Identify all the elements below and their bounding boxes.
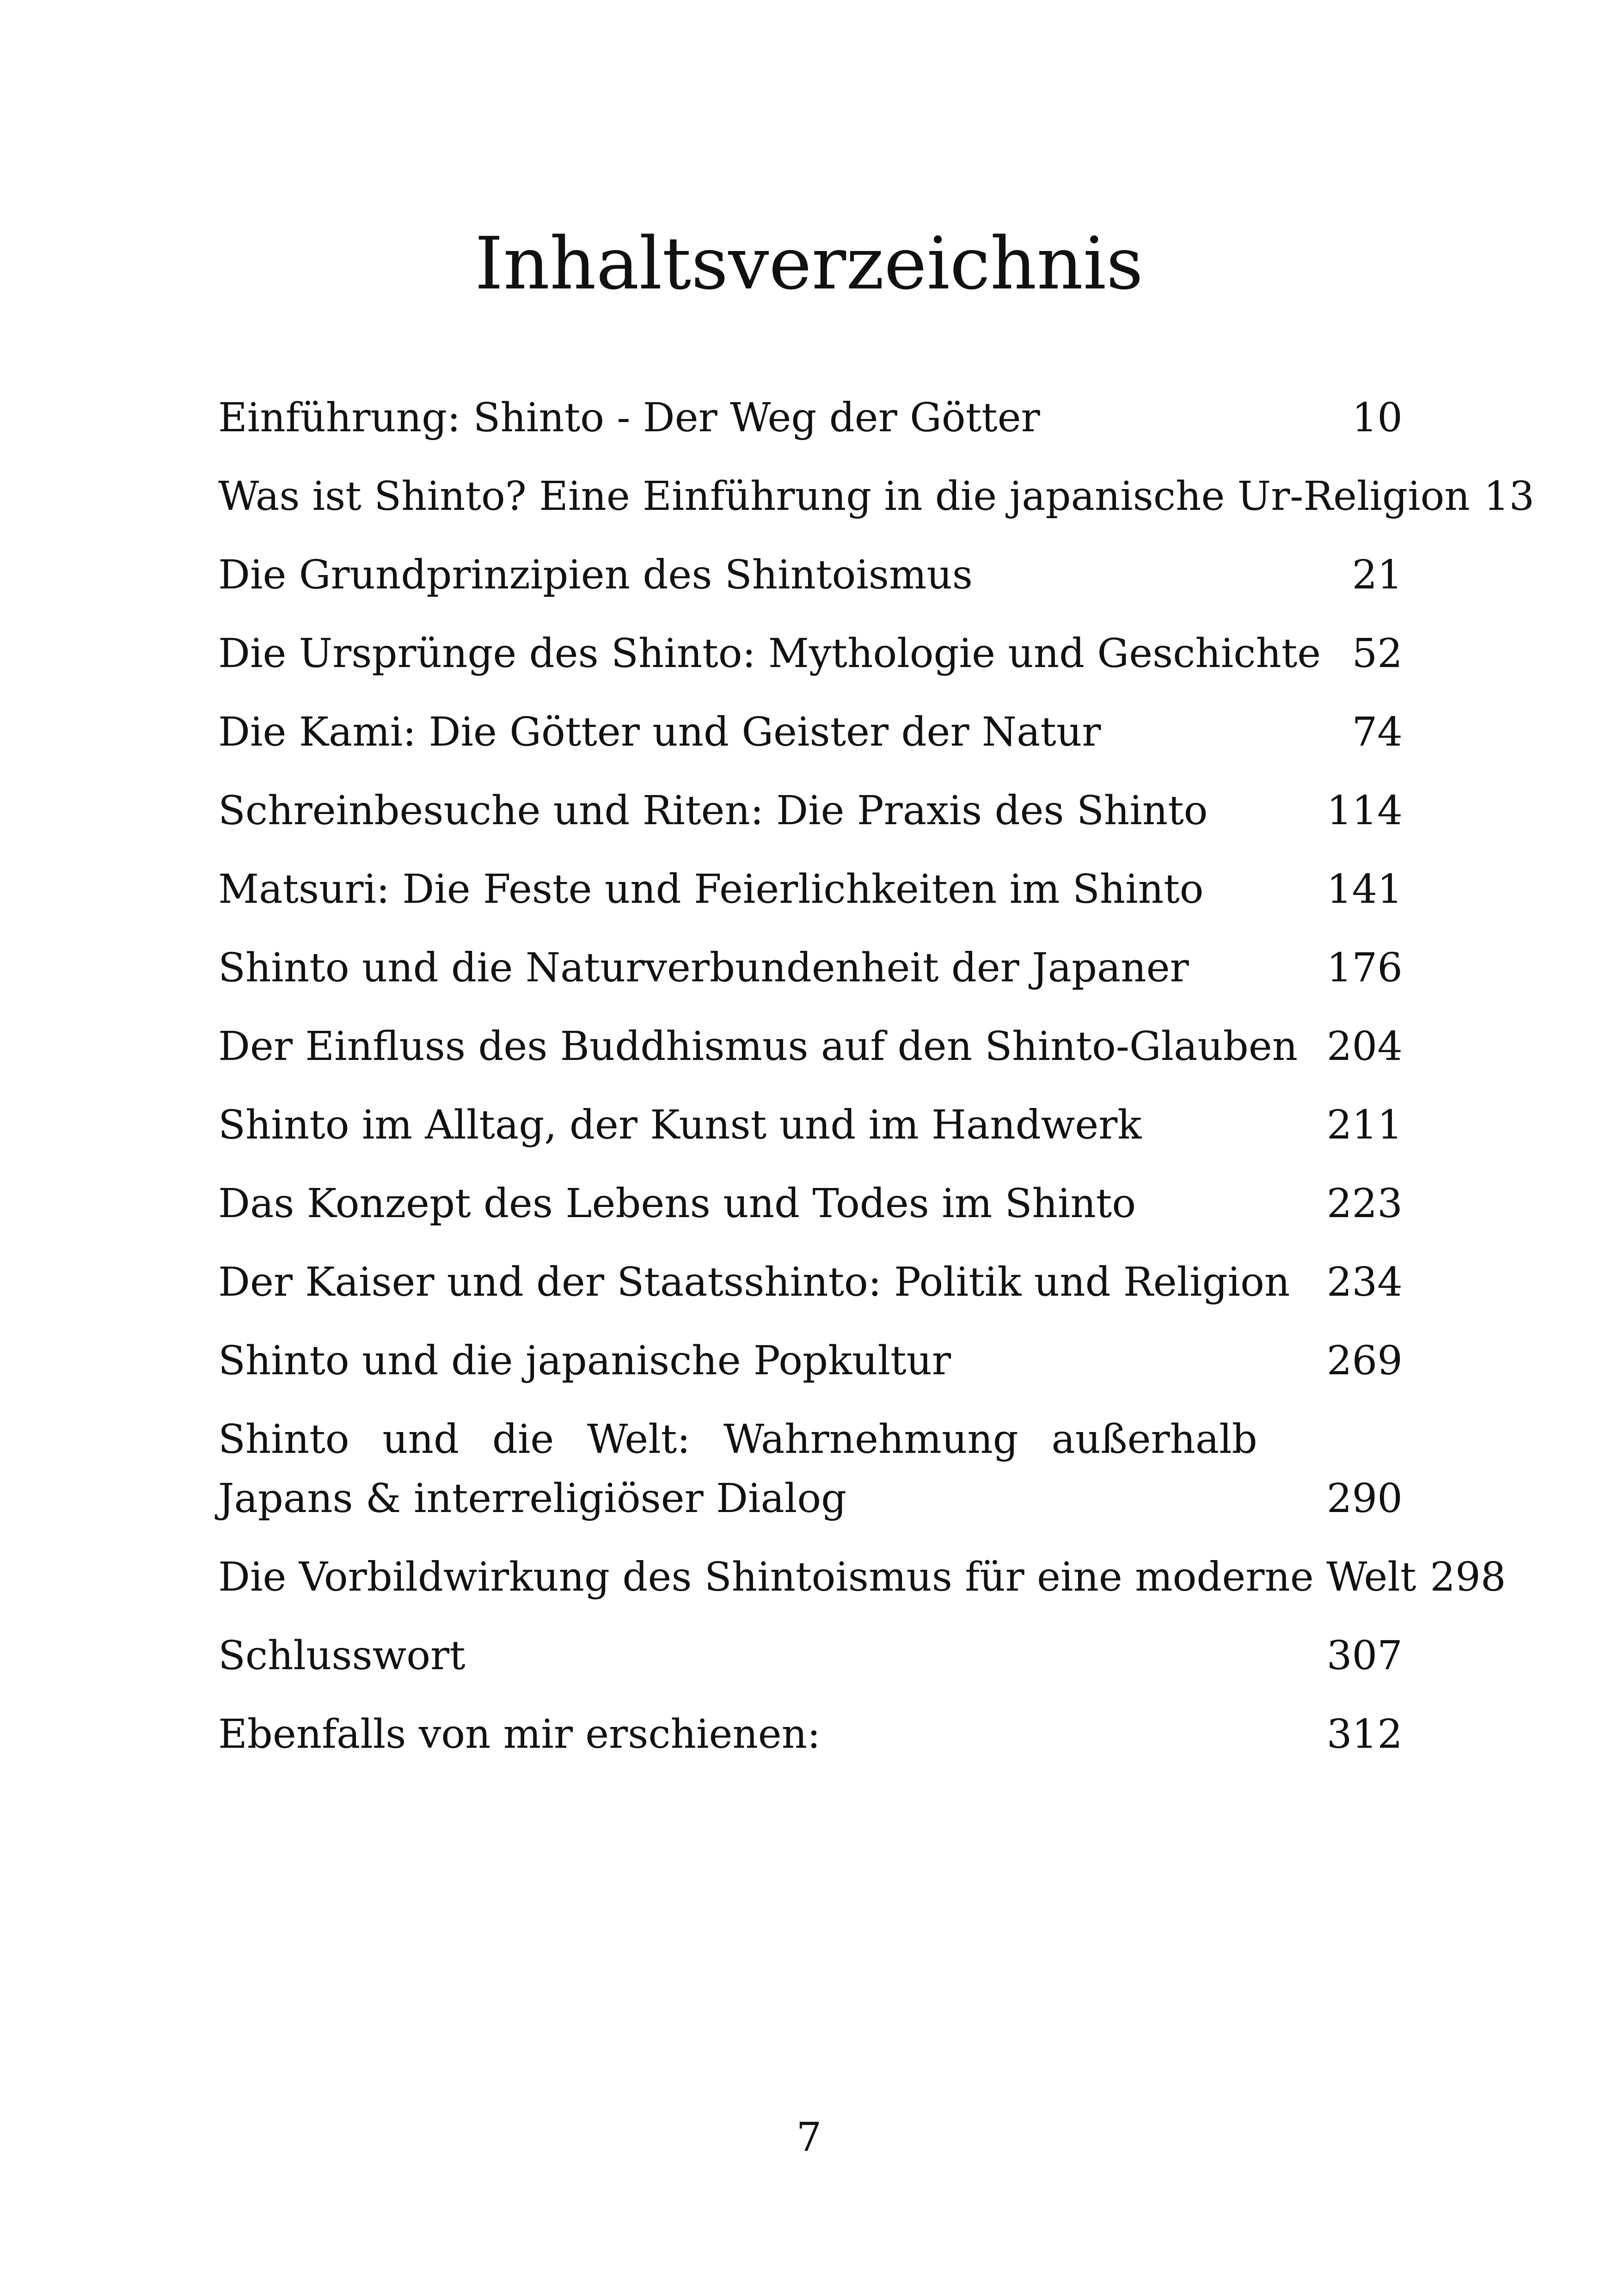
toc-entry-page: 10 (1352, 395, 1403, 441)
toc-entry-title: Der Kaiser und der Staatsshinto: Politik und Religion (218, 1259, 1290, 1305)
toc-entry-page: 223 (1326, 1181, 1403, 1227)
toc-entry-page: 234 (1326, 1259, 1403, 1305)
toc-entry-page: 74 (1352, 709, 1403, 755)
toc-entry-title: Shinto und die Naturverbundenheit der Japaner (218, 945, 1189, 991)
toc-entry (218, 1318, 1403, 1397)
toc-entry-title: Shinto im Alltag, der Kunst und im Handwerk (218, 1102, 1142, 1148)
toc-entry-page: 52 (1352, 631, 1403, 677)
toc-entry (218, 375, 1403, 454)
toc-entry-title: Shinto und die Welt: Wahrnehmung außerhalb Japans & interreligiöser Dialog (218, 1416, 1257, 1522)
page-number: 7 (796, 2114, 822, 2161)
toc-entry (218, 533, 1403, 611)
toc-entry-title: Die Vorbildwirkung des Shintoismus für eine moderne Welt (218, 1554, 1416, 1600)
toc-entry-title: Schreinbesuche und Riten: Die Praxis des Shinto (218, 788, 1208, 834)
toc-entry-page: 298 (1430, 1554, 1506, 1600)
toc-entry (218, 1083, 1403, 1161)
toc-entry (218, 847, 1403, 925)
toc-entry (218, 1613, 1403, 1692)
toc-entry-page: 21 (1352, 552, 1403, 598)
toc-entry-page: 114 (1326, 788, 1403, 834)
toc-entry-page: 312 (1326, 1711, 1403, 1757)
toc-entry (218, 1161, 1403, 1240)
toc-entry (218, 1004, 1403, 1083)
toc-entry-title: Schlusswort (218, 1633, 466, 1679)
toc-entry-title: Shinto und die japanische Popkultur (218, 1338, 951, 1384)
toc-entry-title: Die Grundprinzipien des Shintoismus (218, 552, 973, 598)
toc-entry (218, 768, 1403, 847)
toc-entry (218, 1240, 1403, 1318)
toc-entry (218, 1535, 1506, 1613)
toc-entry-page: 211 (1326, 1102, 1403, 1148)
page-title: Inhaltsverzeichnis (475, 221, 1143, 306)
toc-entry-page: 269 (1326, 1338, 1403, 1384)
toc-entry-title: Die Kami: Die Götter und Geister der Natur (218, 709, 1101, 755)
toc-entry-page: 290 (1326, 1476, 1403, 1522)
toc-entry-title: Matsuri: Die Feste und Feierlichkeiten im Shinto (218, 866, 1204, 912)
toc-entry-title: Was ist Shinto? Eine Einführung in die japanische Ur-Religion (218, 473, 1470, 520)
toc-entry-page: 13 (1483, 473, 1535, 520)
toc-entry (218, 454, 1535, 533)
toc-entry (218, 1397, 1403, 1535)
toc-entry-title: Ebenfalls von mir erschienen: (218, 1711, 821, 1757)
toc-entry (218, 925, 1403, 1004)
toc-entry-page: 176 (1326, 945, 1403, 991)
toc-entry (218, 1692, 1403, 1770)
table-of-contents (218, 375, 1535, 1770)
toc-entry (218, 611, 1403, 690)
toc-entry-title: Das Konzept des Lebens und Todes im Shinto (218, 1181, 1136, 1227)
toc-entry-page: 204 (1326, 1023, 1403, 1070)
toc-entry-page: 141 (1326, 866, 1403, 912)
toc-entry-title: Der Einfluss des Buddhismus auf den Shinto-Glauben (218, 1023, 1298, 1070)
toc-entry-title: Die Ursprünge des Shinto: Mythologie und Geschichte (218, 631, 1321, 677)
toc-entry-title: Einführung: Shinto - Der Weg der Götter (218, 395, 1040, 441)
toc-entry (218, 690, 1403, 768)
toc-entry-page: 307 (1326, 1633, 1403, 1679)
